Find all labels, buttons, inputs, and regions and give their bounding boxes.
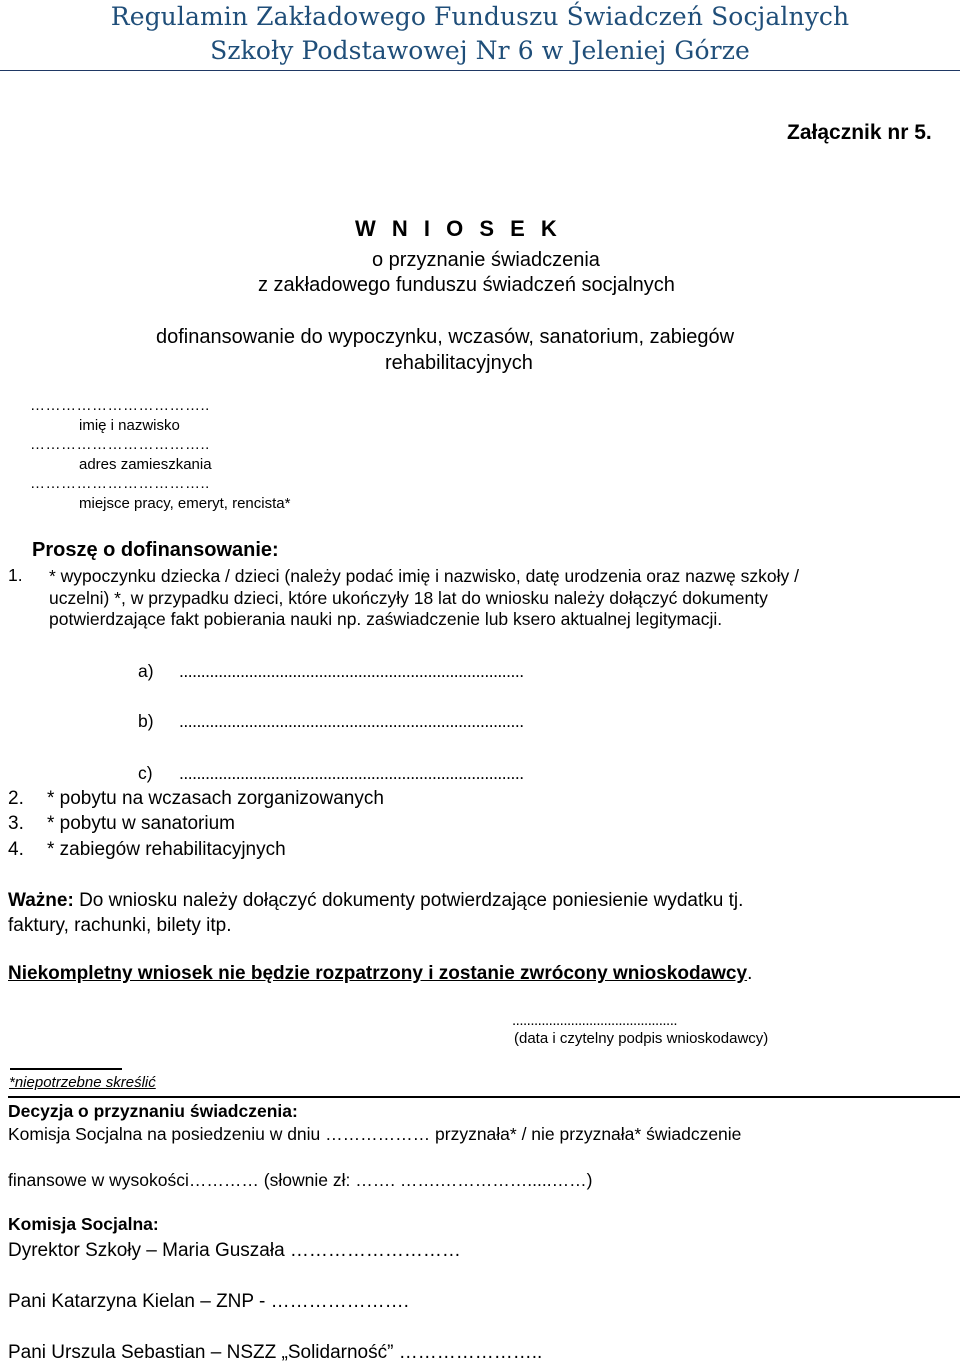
header-line-1: Regulamin Zakładowego Funduszu Świadczeń Socjalnych: [110, 2, 850, 31]
form-subtitle-2: z zakładowego funduszu świadczeń socjalnych: [258, 274, 675, 296]
committee-member-2-name: Pani Katarzyna Kielan – ZNP -: [8, 1291, 271, 1312]
decision-rule: [8, 1096, 960, 1098]
meeting-date-field[interactable]: ………………: [325, 1124, 431, 1144]
workplace-field-label: miejsce pracy, emeryt, rencista*: [79, 495, 291, 512]
item-2-text: * pobytu na wczasach zorganizowanych: [47, 788, 384, 809]
committee-member-3: [8, 1342, 542, 1364]
important-text-1: Do wniosku należy dołączyć dokumenty potwierdzające poniesienie wydatku tj.: [73, 890, 744, 911]
important-note: [8, 890, 743, 912]
footnote-rule: [10, 1068, 122, 1070]
committee-member-3-signature[interactable]: …………………..: [398, 1342, 543, 1363]
important-text-2: faktury, rachunki, bilety itp.: [8, 915, 232, 936]
decision-line-2: [8, 1170, 592, 1191]
incomplete-warning: [8, 963, 752, 985]
decision-line-1: [8, 1124, 741, 1145]
item-4-text: * zabiegów rehabilitacyjnych: [47, 839, 286, 860]
incomplete-period: .: [747, 963, 753, 984]
child-c-label: c): [138, 763, 153, 783]
workplace-field-dots[interactable]: ……………………………..: [30, 475, 210, 492]
decision-heading: Decyzja o przyznaniu świadczenia:: [8, 1101, 298, 1121]
committee-heading: Komisja Socjalna:: [8, 1214, 159, 1234]
decision-line-2-c: ): [586, 1170, 593, 1190]
signature-dots[interactable]: .............................................: [512, 1012, 678, 1029]
decision-line-1-a: Komisja Socjalna na posiedzeniu w dniu: [8, 1124, 326, 1144]
item-1-line-3: potwierdzające fakt pobierania nauki np. zaświadczenie lub ksero aktualnej legitymacji.: [49, 609, 723, 629]
form-purpose-1: dofinansowanie do wypoczynku, wczasów, sanatorium, zabiegów: [156, 326, 735, 348]
committee-member-1: [8, 1240, 461, 1262]
form-title: W N I O S E K: [355, 216, 562, 241]
child-c-dots[interactable]: ...............................................................................: [179, 763, 524, 783]
important-label: Ważne:: [8, 890, 74, 911]
item-3-text: * pobytu w sanatorium: [47, 813, 235, 834]
item-3-number: 3.: [8, 813, 24, 834]
name-field-label: imię i nazwisko: [79, 417, 180, 434]
child-b-label: b): [138, 711, 154, 731]
footnote: *niepotrzebne skreślić: [9, 1074, 156, 1091]
child-a-dots[interactable]: ...............................................................................: [179, 661, 524, 681]
item-1-number: 1.: [8, 565, 23, 585]
decision-line-2-b: (słownie zł:: [258, 1170, 356, 1190]
decision-line-2-a: finansowe w wysokości: [8, 1170, 189, 1190]
amount-words-field[interactable]: ……. …….…………….....……: [355, 1170, 587, 1190]
amount-field[interactable]: …………: [188, 1170, 259, 1190]
address-field-label: adres zamieszkania: [79, 456, 212, 473]
committee-member-3-name: Pani Urszula Sebastian – NSZZ „Solidarność”: [8, 1342, 399, 1363]
annex-label: Załącznik nr 5.: [787, 121, 932, 144]
committee-member-2-signature[interactable]: ………………….: [270, 1291, 409, 1312]
header-line-2: Szkoły Podstawowej Nr 6 w Jeleniej Górze: [210, 36, 750, 65]
item-1-line-2: uczelni) *, w przypadku dzieci, które ukończyły 18 lat do wniosku należy dołączyć dokumenty: [49, 588, 768, 608]
committee-member-1-name: Dyrektor Szkoły – Maria Guszała: [8, 1240, 290, 1261]
form-purpose-2: rehabilitacyjnych: [385, 352, 533, 374]
signature-label: (data i czytelny podpis wnioskodawcy): [514, 1030, 769, 1047]
item-4-number: 4.: [8, 839, 24, 860]
item-2-number: 2.: [8, 788, 24, 809]
form-subtitle-1: o przyznanie świadczenia: [372, 249, 600, 271]
item-1-line-1: * wypoczynku dziecka / dzieci (należy podać imię i nazwisko, datę urodzenia oraz nazwę szkoły /: [49, 566, 799, 586]
request-heading: Proszę o dofinansowanie:: [32, 539, 279, 561]
address-field-dots[interactable]: ……………………………..: [30, 436, 210, 453]
child-b-dots[interactable]: ...............................................................................: [179, 711, 524, 731]
document-header: [0, 0, 960, 71]
decision-line-1-b: przyznała* / nie przyznała* świadczenie: [430, 1124, 742, 1144]
name-field-dots[interactable]: ……………………………..: [30, 397, 210, 414]
incomplete-text: Niekompletny wniosek nie będzie rozpatrzony i zostanie zwrócony wnioskodawcy: [8, 963, 748, 984]
committee-member-2: [8, 1291, 409, 1313]
child-a-label: a): [138, 661, 154, 681]
committee-member-1-signature[interactable]: ………………………: [289, 1240, 461, 1261]
